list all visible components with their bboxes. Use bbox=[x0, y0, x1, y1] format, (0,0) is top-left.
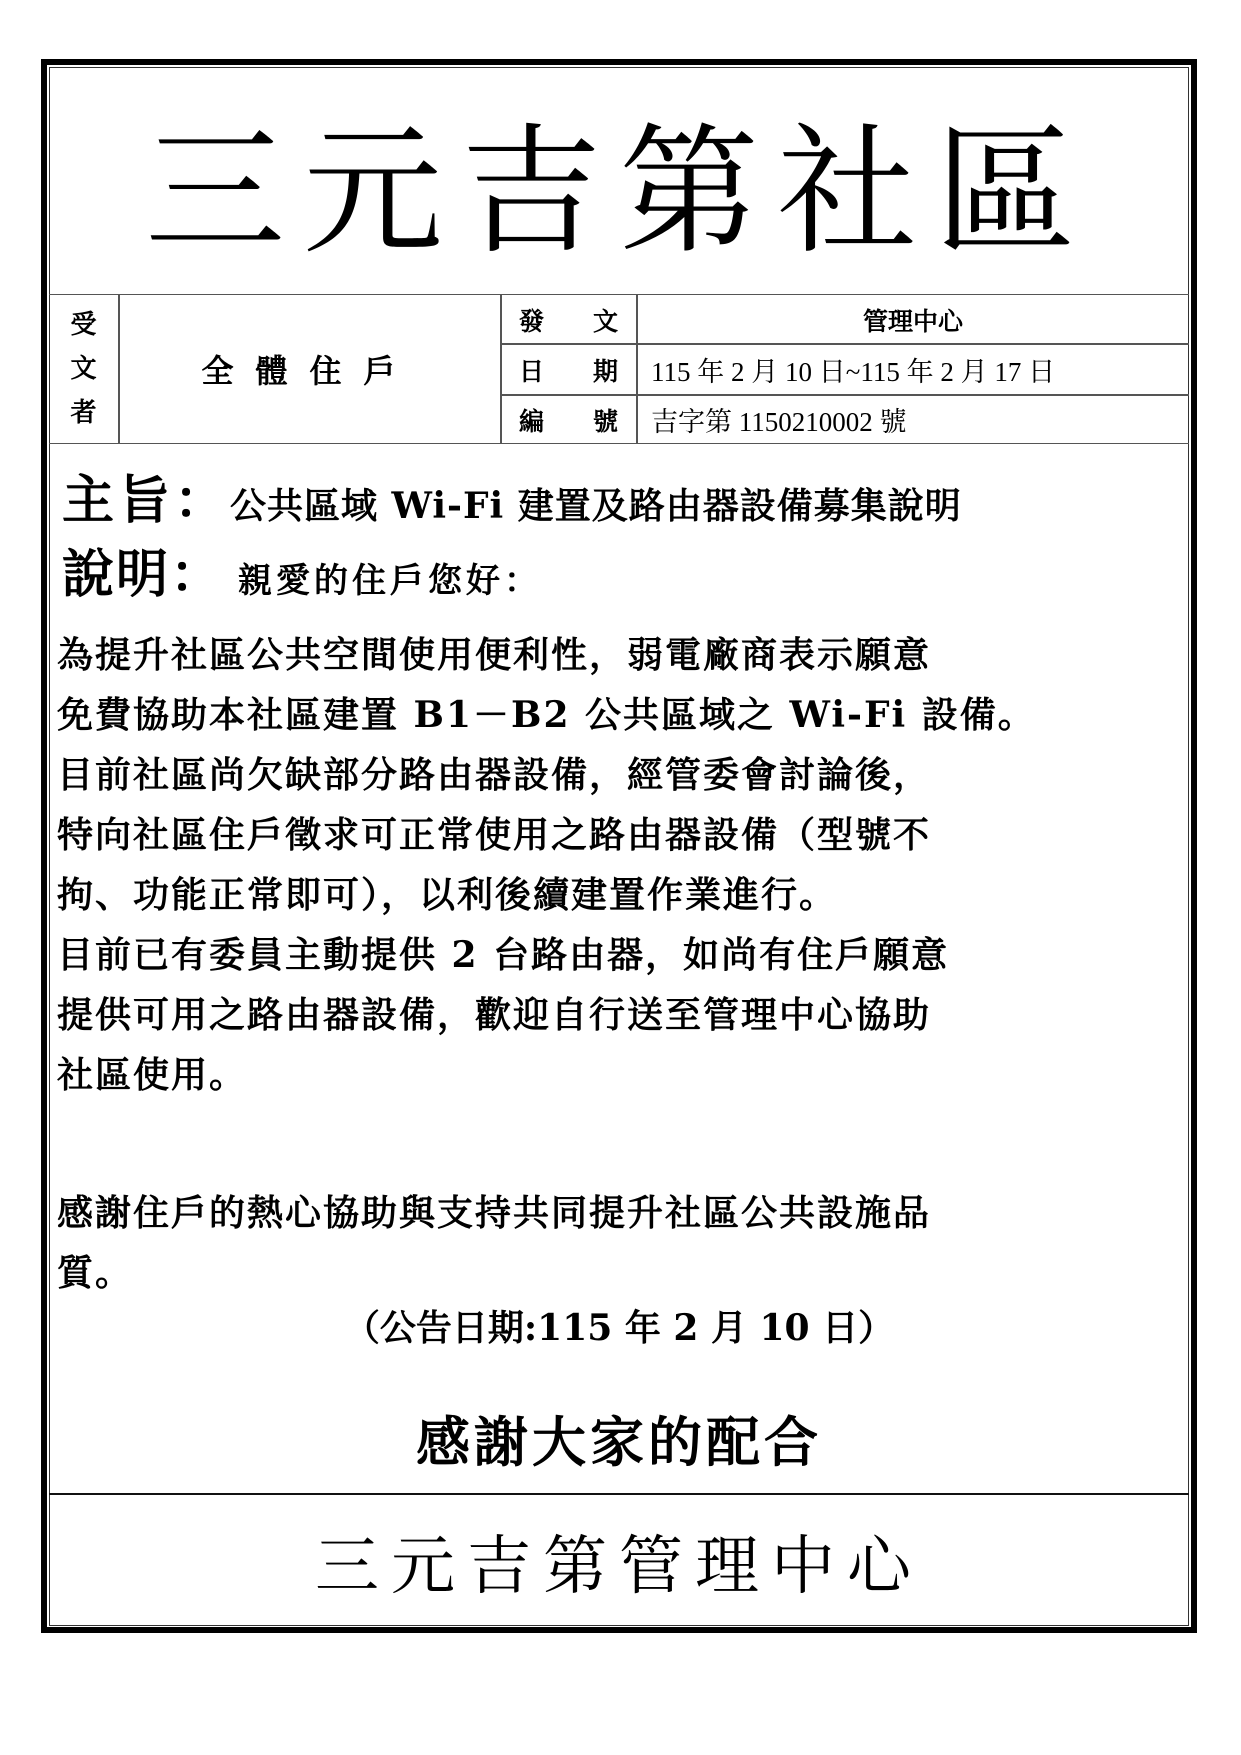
footer-organization: 三元吉第管理中心 bbox=[315, 1529, 923, 1604]
greeting: 親愛的住戶您好： bbox=[238, 561, 543, 601]
notice-title: 三元吉第社區 bbox=[144, 111, 1093, 274]
thanks-line: 感謝住戶的熱心協助與支持共同提升社區公共設施品 bbox=[57, 1192, 932, 1234]
recipient-label-char: 者 bbox=[70, 397, 97, 428]
subject-text: 公共區域 Wi-Fi 建置及路由器設備募集說明 bbox=[230, 485, 962, 527]
subject-label: 主旨： bbox=[62, 470, 231, 531]
body-line: 免費協助本社區建置 B1－B2 公共區域之 Wi-Fi 設備。 bbox=[57, 694, 1036, 736]
doc-number-value: 吉字第 1150210002 號 bbox=[651, 407, 907, 437]
date-label bbox=[501, 345, 636, 394]
body-line: 特向社區住戶徵求可正常使用之路由器設備（型號不 bbox=[57, 814, 932, 856]
body-line: 社區使用。 bbox=[57, 1054, 248, 1096]
sender-value: 管理中心 bbox=[862, 306, 963, 336]
recipient-label-char: 受 bbox=[70, 309, 97, 340]
subject bbox=[62, 458, 962, 533]
doc-number-label-right: 號 bbox=[592, 406, 618, 436]
sender-label-right: 文 bbox=[592, 306, 618, 336]
body-line: 目前社區尚欠缺部分路由器設備，經管委會討論後， bbox=[57, 754, 932, 796]
announcement-date: （公告日期:115 年 2 月 10 日） bbox=[343, 1307, 895, 1349]
header-table bbox=[49, 294, 1189, 444]
body-line: 提供可用之路由器設備，歡迎自行送至管理中心協助 bbox=[57, 994, 932, 1036]
body-line: 拘、功能正常即可），以利後續建置作業進行。 bbox=[57, 874, 838, 916]
description-label: 說明： bbox=[62, 544, 225, 605]
thanks-paragraph bbox=[57, 1183, 1187, 1303]
date-label-right: 期 bbox=[592, 356, 618, 386]
sender-label-left: 發 bbox=[519, 306, 545, 336]
doc-number-label bbox=[501, 395, 636, 444]
description-heading bbox=[62, 532, 542, 607]
recipient-label-char: 文 bbox=[70, 353, 97, 384]
body-line: 為提升社區公共空間使用便利性，弱電廠商表示願意 bbox=[57, 634, 932, 676]
closing-remark: 感謝大家的配合 bbox=[416, 1410, 822, 1474]
sender-label bbox=[501, 295, 636, 344]
recipient-label bbox=[49, 295, 118, 442]
body-line: 目前已有委員主動提供 2 台路由器，如尚有住戶願意 bbox=[57, 934, 950, 976]
thanks-line: 質。 bbox=[57, 1252, 134, 1294]
doc-number-label-left: 編 bbox=[519, 406, 545, 436]
description-body bbox=[57, 625, 1187, 1105]
date-value: 115 年 2 月 10 日~115 年 2 月 17 日 bbox=[651, 357, 1056, 387]
date-label-left: 日 bbox=[519, 356, 545, 386]
recipient-value: 全體住戶 bbox=[201, 351, 418, 390]
